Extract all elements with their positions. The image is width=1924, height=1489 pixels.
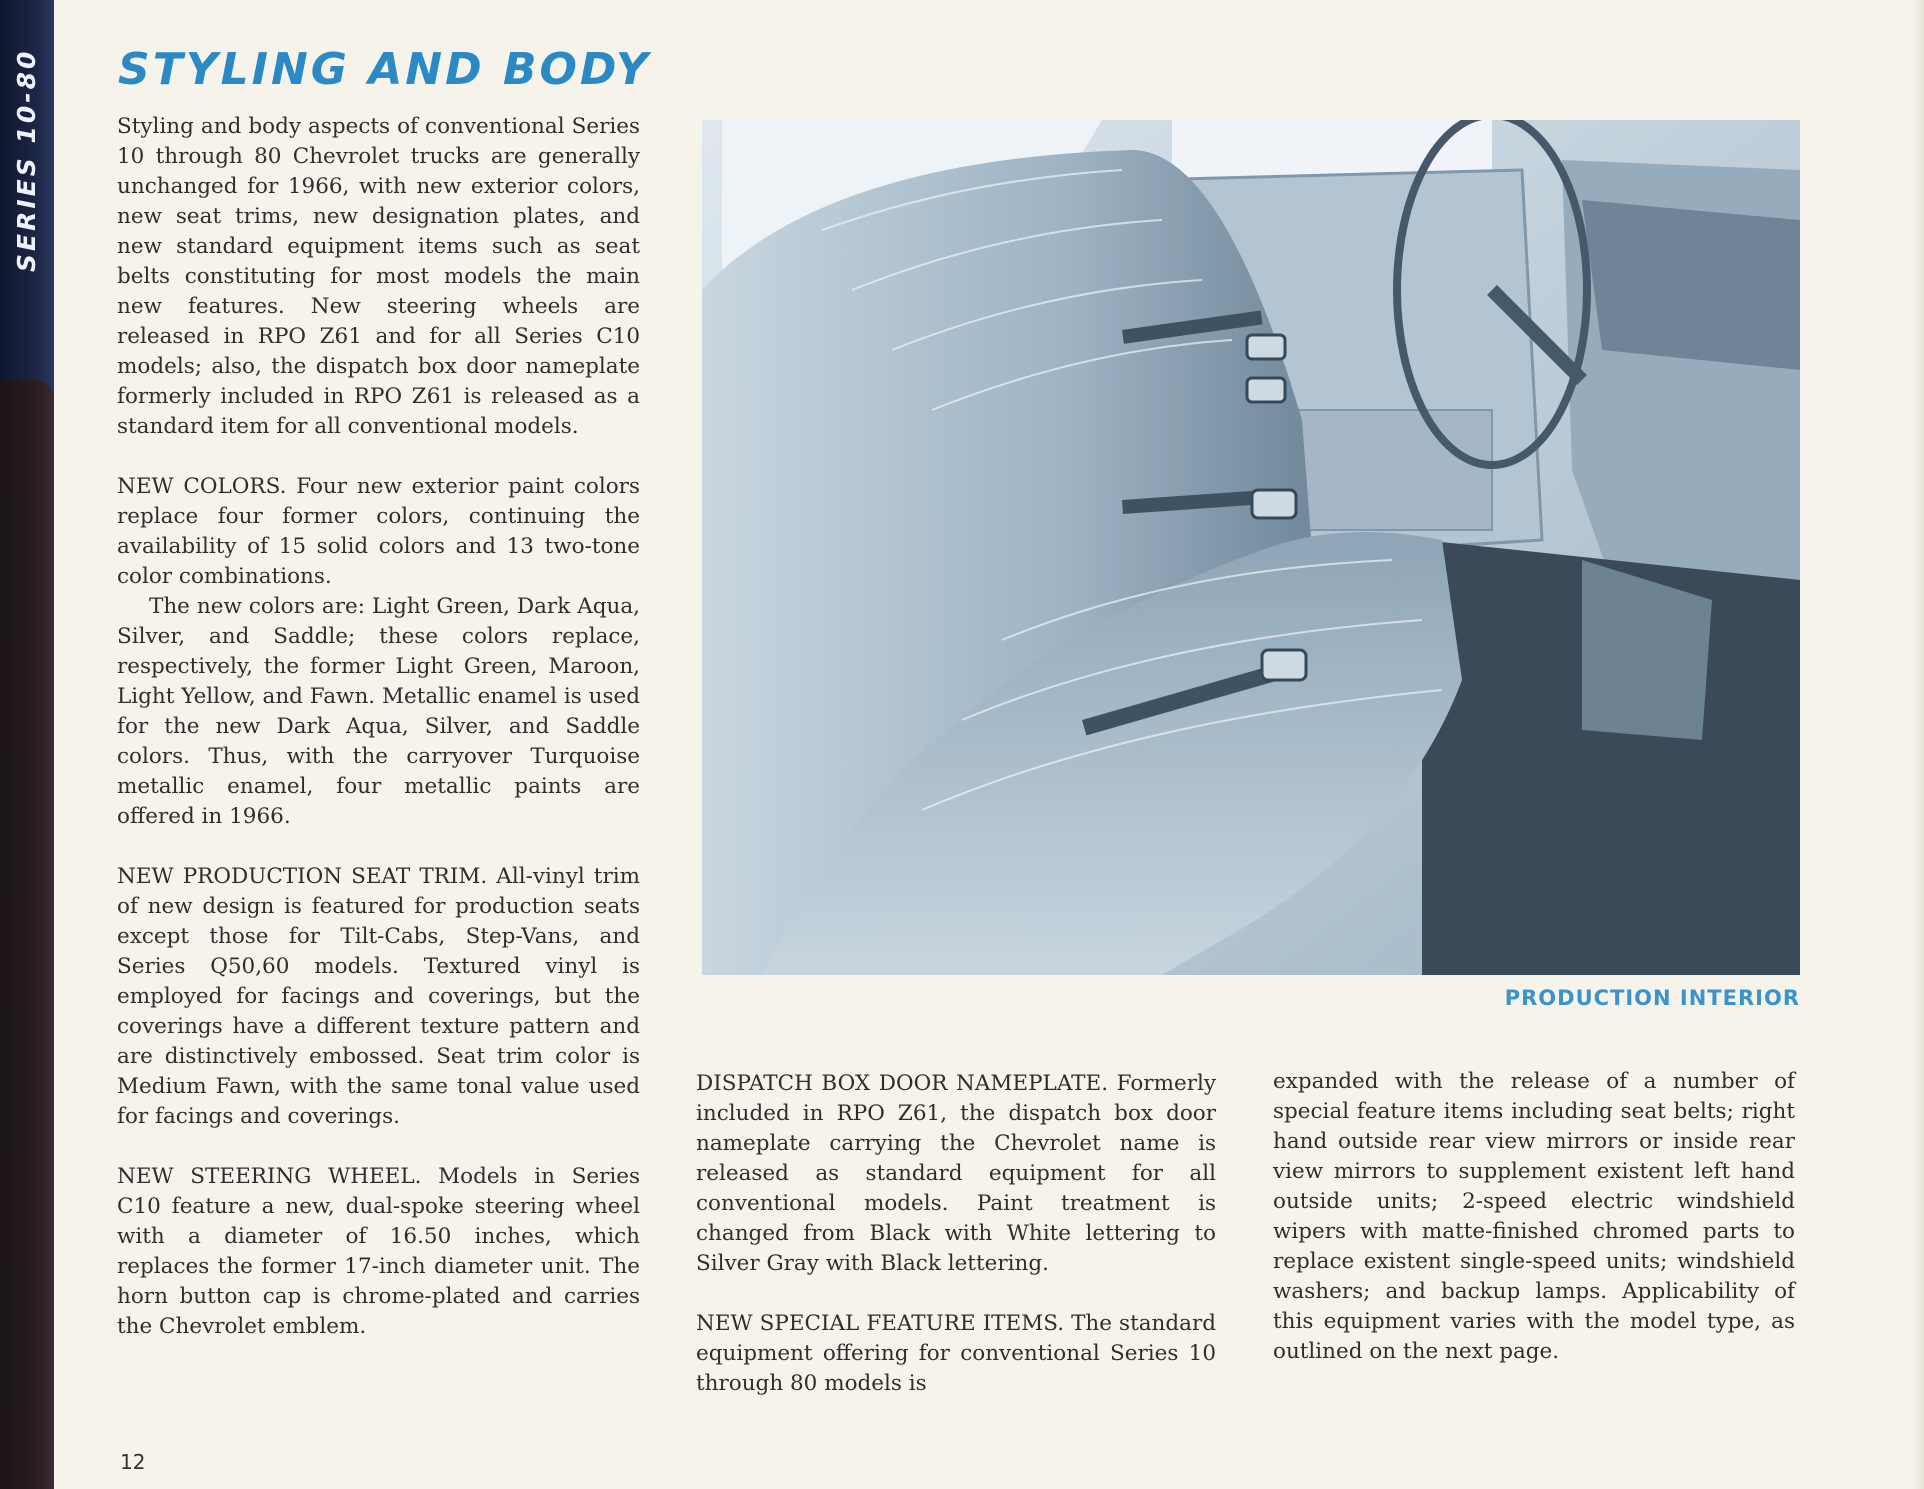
new-colors-paragraph: NEW COLORS. Four new exterior paint colors replace four former colors, continuing the availability of 15 solid colors and 13 two-tone color combinations. xyxy=(117,474,640,589)
nameplate-paragraph: DISPATCH BOX DOOR NAMEPLATE. Formerly included in RPO Z61, the dispatch box door nameplate carrying the Chevrolet name is released as standard equipment for all conventional models. Paint treatment is changed from Black with White lettering to Silver Gray with Black lettering. xyxy=(696,1071,1216,1276)
seat-trim-paragraph: NEW PRODUCTION SEAT TRIM. All-vinyl trim of new design is featured for production seats except those for Tilt-Cabs, Step-Vans, and Series Q50,60 models. Textured vinyl is employed for facings and coverings, but the coverings have a different texture pattern and are distinctively embossed. Seat trim color is Medium Fawn, with the same tonal value used for facings and coverings. xyxy=(117,864,640,1129)
page-edge-shadow xyxy=(1914,0,1924,1489)
text-column-middle xyxy=(696,1069,1216,1429)
special-features-paragraph: NEW SPECIAL FEATURE ITEMS. The standard equipment offering for conventional Series 10 through 80 models is xyxy=(696,1311,1216,1396)
text-column-left xyxy=(117,112,640,1372)
production-interior-photo xyxy=(702,120,1800,975)
text-column-right xyxy=(1273,1067,1795,1397)
steering-wheel-paragraph: NEW STEERING WHEEL. Models in Series C10 feature a new, dual-spoke steering wheel with a diameter of 16.50 inches, which replaces the former 17-inch diameter unit. The horn button cap is chrome-plated and carries the Chevrolet emblem. xyxy=(117,1164,640,1339)
series-spine-label: SERIES 10-80 xyxy=(12,48,41,272)
binding-spine-lower xyxy=(0,380,54,1489)
intro-paragraph: Styling and body aspects of conventional Series 10 through 80 Chevrolet trucks are generally unchanged for 1966, with new exterior colors, new seat trims, new designation plates, and new standard equipment items such as seat belts constituting for most models the main new features. New steering wheels are released in RPO Z61 and for all Series C10 models; also, the dispatch box door nameplate formerly included in RPO Z61 is released as a standard item for all conventional models. xyxy=(117,114,640,439)
page-title: STYLING AND BODY xyxy=(118,44,651,95)
page-number: 12 xyxy=(120,1450,146,1474)
color-list-paragraph: The new colors are: Light Green, Dark Aqua, Silver, and Saddle; these colors replace, respectively, the former Light Green, Maroon, Light Yellow, and Fawn. Metallic enamel is used for the new Dark Aqua, Silver, and Saddle colors. Thus, with the carryover Turquoise metallic enamel, four metallic paints are offered in 1966. xyxy=(117,594,640,829)
photo-caption: PRODUCTION INTERIOR xyxy=(1504,986,1800,1010)
special-features-continued-paragraph: expanded with the release of a number of special feature items including seat belts; right hand outside rear view mirrors or inside rear view mirrors to supplement existent left hand outside units; 2-speed electric windshield wipers with matte-finished chromed parts to replace existent single-speed units; windshield washers; and backup lamps. Applicability of this equipment varies with the model type, as outlined on the next page. xyxy=(1273,1069,1795,1364)
